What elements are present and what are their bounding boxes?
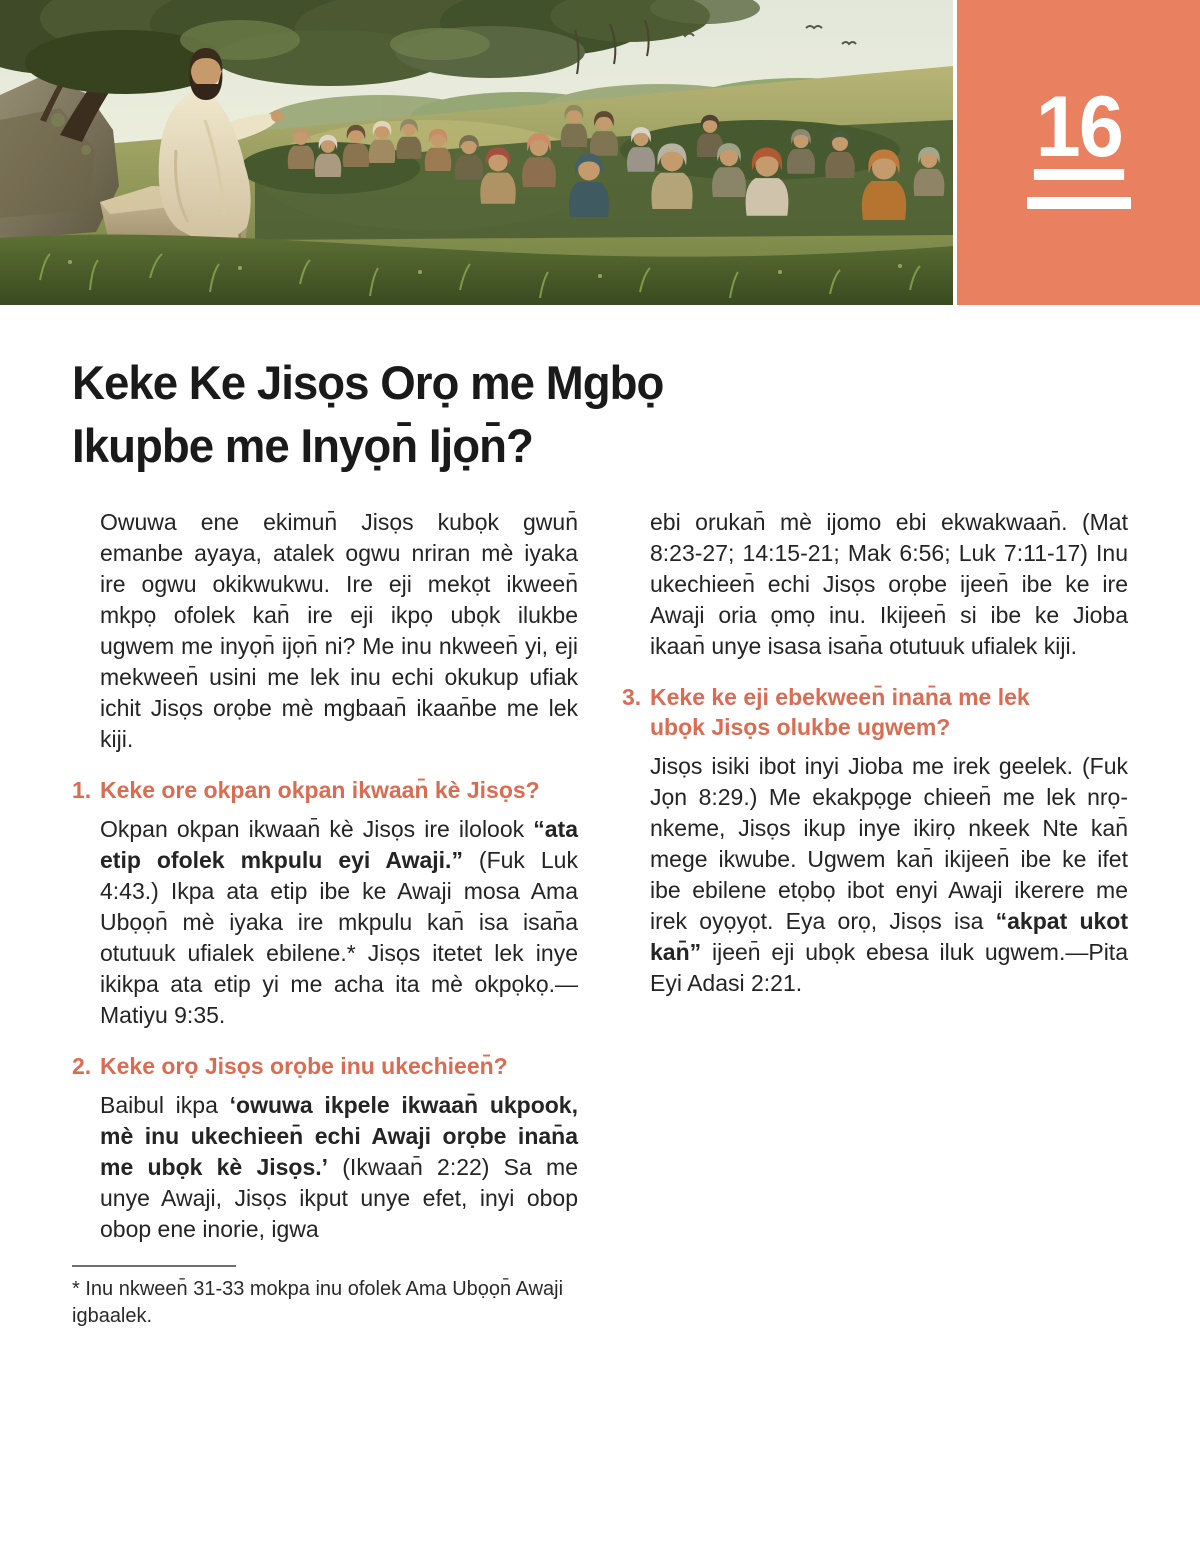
lesson-underline-bar xyxy=(1027,197,1131,209)
question-3-paragraph: Jisọs isiki ibot inyi Jioba me irek geelek. (Fuk Jọn 8:29.) Me ekakpọge chieen̄ me lek nrọ-nkeme, Jisọs ikup inye ikirọ nkeek Nte kan̄ mege ikwube. Ugwem kan̄ ikijeen̄ ibe ke ifet ibe ebilene etọbọ ibot enyi Awaji ikerere me irek oyọyọt. Eya orọ, Jisọs isa “akpat ukot kan̄” ijeen̄ eji ubọk ebesa iluk ugwem.—Pita Eyi Adasi 2:21. xyxy=(650,753,1128,996)
question-1-heading xyxy=(72,775,578,805)
hero-illustration xyxy=(0,0,953,305)
page-title-line2: Ikupbe me Inyọn̄ Ijọn̄? xyxy=(72,419,533,472)
question-2-number: 2. xyxy=(72,1053,92,1079)
footnote xyxy=(72,1265,578,1330)
question-3-heading xyxy=(622,682,1128,742)
intro-paragraph: Owuwa ene ekimun̄ Jisọs kubọk gwun̄ emanbe ayaya, atalek ogwu nriran mè iyaka ire ogwu okikwukwu. Ire eji mekọt ikween̄ mkpọ ofolek kan̄ ire eji ikpọ ubọk ilukbe ugwem me inyọn̄ ijọn̄ ni? Me inu nkween̄ yi, eji mekween̄ usini me lek inu echi okukup ufiak ichit Jisọs orọbe mè mgbaan̄ ikaan̄be me lek kiji. xyxy=(100,509,578,752)
hero-photo xyxy=(0,0,953,305)
question-3-text-line2: ubọk Jisọs olukbe ugwem? xyxy=(650,714,951,740)
column-left xyxy=(72,507,578,1330)
footnote-rule xyxy=(72,1265,236,1267)
question-1-number: 1. xyxy=(72,777,92,803)
question-3-text-line1: Keke ke eji ebekween̄ inan̄a me lek xyxy=(650,684,1030,710)
lesson-number: 16 xyxy=(1034,88,1124,180)
question-3-number: 3. xyxy=(622,684,642,710)
footnote-text: * Inu nkween̄ 31-33 mokpa inu ofolek Ama Ubọọn̄ Awaji igbaalek. xyxy=(72,1278,564,1327)
text-columns xyxy=(72,507,1200,1330)
jesus-head xyxy=(191,57,221,87)
page-title xyxy=(72,351,1166,477)
question-2-text: Keke orọ Jisọs orọbe inu ukechieen̄? xyxy=(100,1053,508,1079)
question-1-paragraph: Okpan okpan ikwaan̄ kè Jisọs ire ilolook “ata etip ofolek mkpulu eyi Awaji.” (Fuk Luk 4:43.) Ikpa ata etip ibe ke Awaji mosa Ama Ubọọn̄ mè iyaka ire mkpulu kan̄ isa isan̄a otutuuk ufialek ebilene.* Jisọs itetet lek inye ikikpa ata etip yi me acha ita mè okpọkọ.—Matiyu 9:35. xyxy=(100,816,578,1028)
page-title-line1: Keke Ke Jisọs Orọ me Mgbọ xyxy=(72,356,664,409)
question-2-continuation-paragraph: ebi orukan̄ mè ijomo ebi ekwakwaan̄. (Mat 8:23-27; 14:15-21; Mak 6:56; Luk 7:11-17) Inu ukechieen̄ echi Jisọs orọbe ijeen̄ ibe ke ire Awaji oria ọmọ inu. Ikijeen̄ si ibe ke Jioba ikaan̄ unye isasa isan̄a otutuuk ufialek kiji. xyxy=(650,509,1128,659)
lesson-number-box xyxy=(957,0,1200,305)
column-right xyxy=(622,507,1128,1330)
question-3-text xyxy=(650,682,1128,742)
hero-section xyxy=(0,0,1200,305)
question-2-paragraph: Baibul ikpa ‘owuwa ikpele ikwaan̄ ukpook, mè inu ukechieen̄ echi Awaji orọbe inan̄a me ubọk kè Jisọs.’ (Ikwaan̄ 2:22) Sa me unye Awaji, Jisọs ikput unye efet, inyi obop obop ene inorie, igwa xyxy=(100,1092,578,1242)
question-1-text: Keke ore okpan okpan ikwaan̄ kè Jisọs? xyxy=(100,777,540,803)
question-2-heading xyxy=(72,1051,578,1081)
